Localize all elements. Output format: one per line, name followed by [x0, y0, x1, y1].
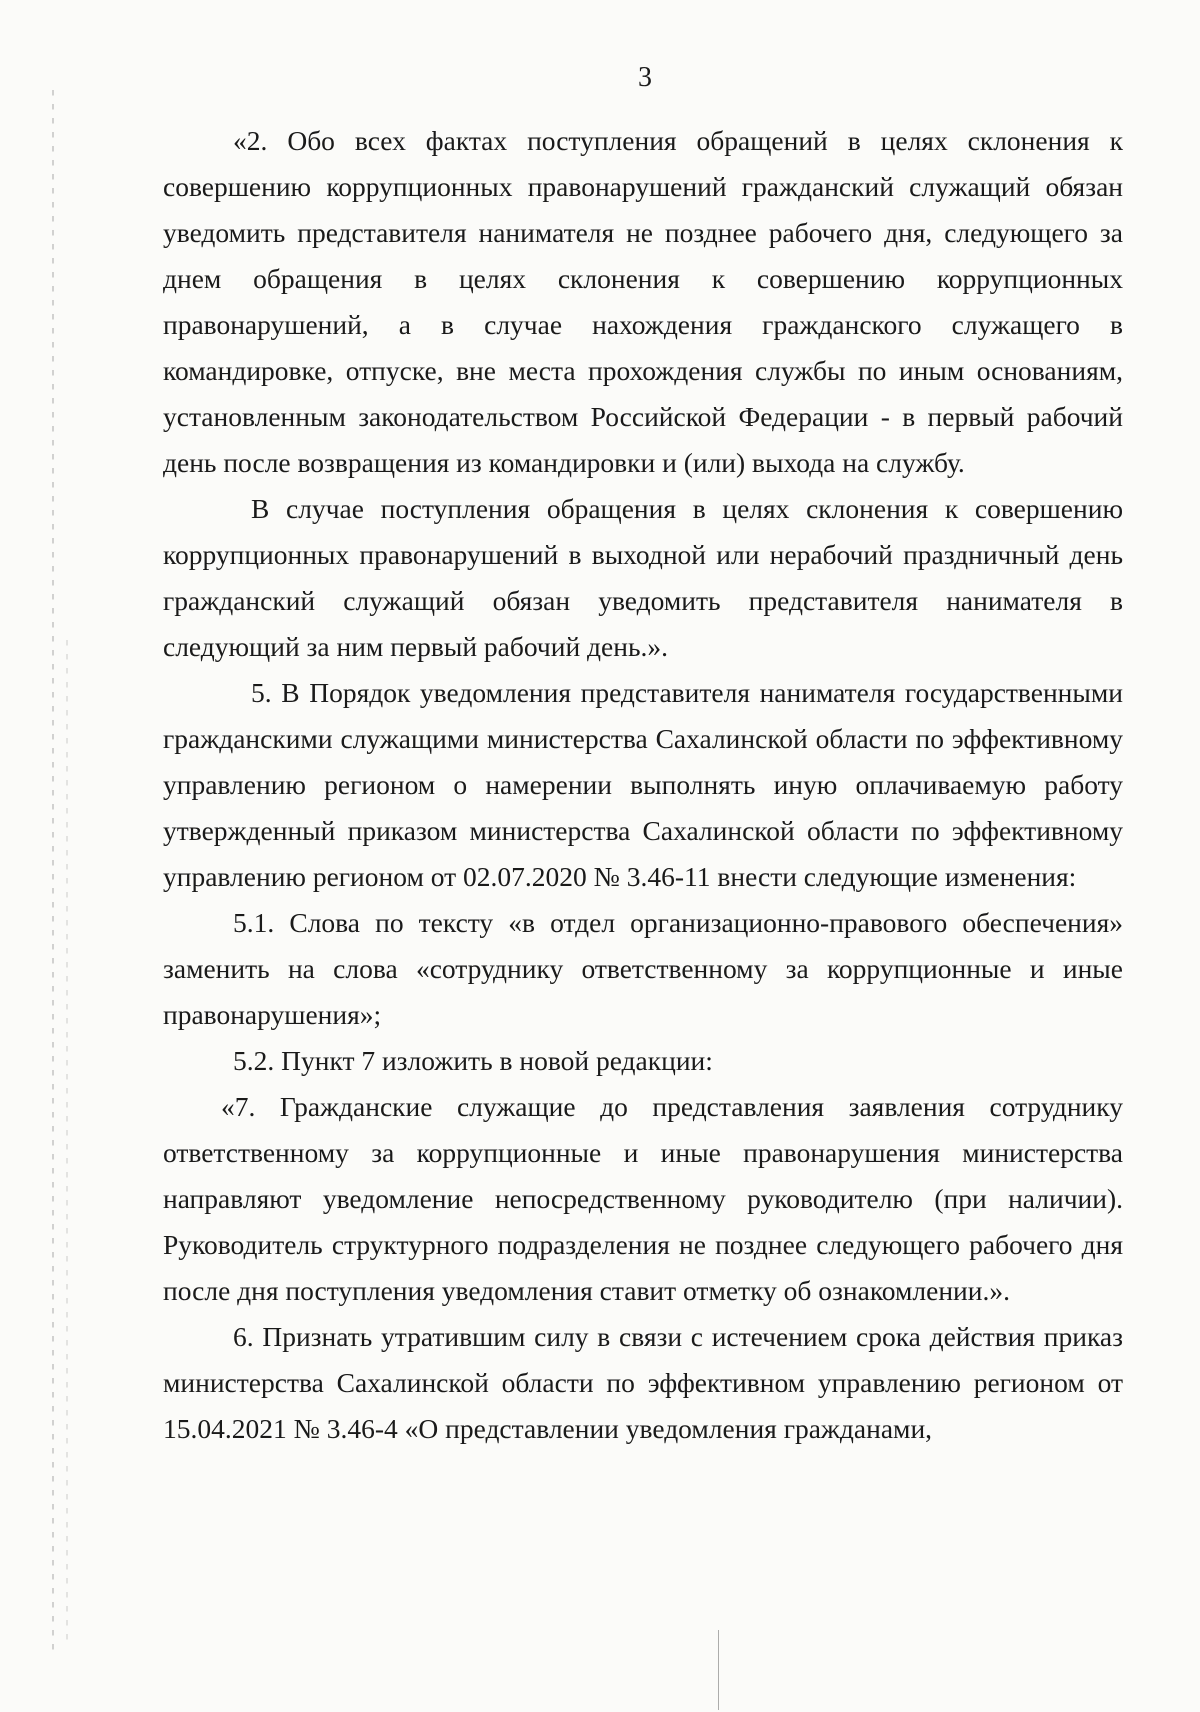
page-number: 3	[638, 62, 652, 93]
paragraph-holiday-case: В случае поступления обращения в целях склонения к совершению коррупционных правонарушений в выходной или нерабочий праздничный день гражданский служащий обязан уведомить представителя нанимателя в следующий за ним первый рабочий день.».	[163, 493, 1123, 662]
paragraph-item-6: 6. Признать утратившим силу в связи с истечением срока действия приказ министерства Сахалинской области по эффективном управлению регионом от 15.04.2021 № 3.46-4 «О представлении уведомления гражданами,	[163, 1321, 1123, 1444]
scan-fold-artifact	[718, 1630, 719, 1710]
paragraph-item-5-1: 5.1. Слова по тексту «в отдел организационно-правового обеспечения» заменить на слова «сотруднику ответственному за коррупционные и иные правонарушения»;	[163, 907, 1123, 1030]
paragraph-notice-obligation: «2. Обо всех фактах поступления обращений в целях склонения к совершению коррупционных правонарушений гражданский служащий обязан уведомить представителя нанимателя не позднее рабочего дня, следующего за днем обращения в целях склонения к совершению коррупционных правонарушений, а в случае нахождения гражданского служащего в командировке, отпуске, вне места прохождения службы по иным основаниям, установленным законодательством Российской Федерации - в первый рабочий день после возвращения из командировки и (или) выхода на службу.	[163, 125, 1123, 478]
paragraph-item-5-2: 5.2. Пункт 7 изложить в новой редакции:	[233, 1045, 713, 1076]
paragraph-item-7: «7. Гражданские служащие до представления заявления сотруднику ответственному за коррупционные и иные правонарушения министерства направляют уведомление непосредственному руководителю (при наличии). Руководитель структурного подразделения не позднее следующего рабочего дня после дня поступления уведомления ставит отметку об ознакомлении.».	[163, 1091, 1123, 1306]
paragraph-item-5: 5. В Порядок уведомления представителя нанимателя государственными гражданскими служащими министерства Сахалинской области по эффективному управлению регионом о намерении выполнять иную оплачиваемую работу утвержденный приказом министерства Сахалинской области по эффективному управлению регионом от 02.07.2020 № 3.46-11 внести следующие изменения:	[163, 677, 1123, 892]
scan-edge-artifact	[66, 640, 68, 1640]
document-body	[163, 118, 1123, 1452]
scan-edge-artifact	[52, 90, 54, 1650]
